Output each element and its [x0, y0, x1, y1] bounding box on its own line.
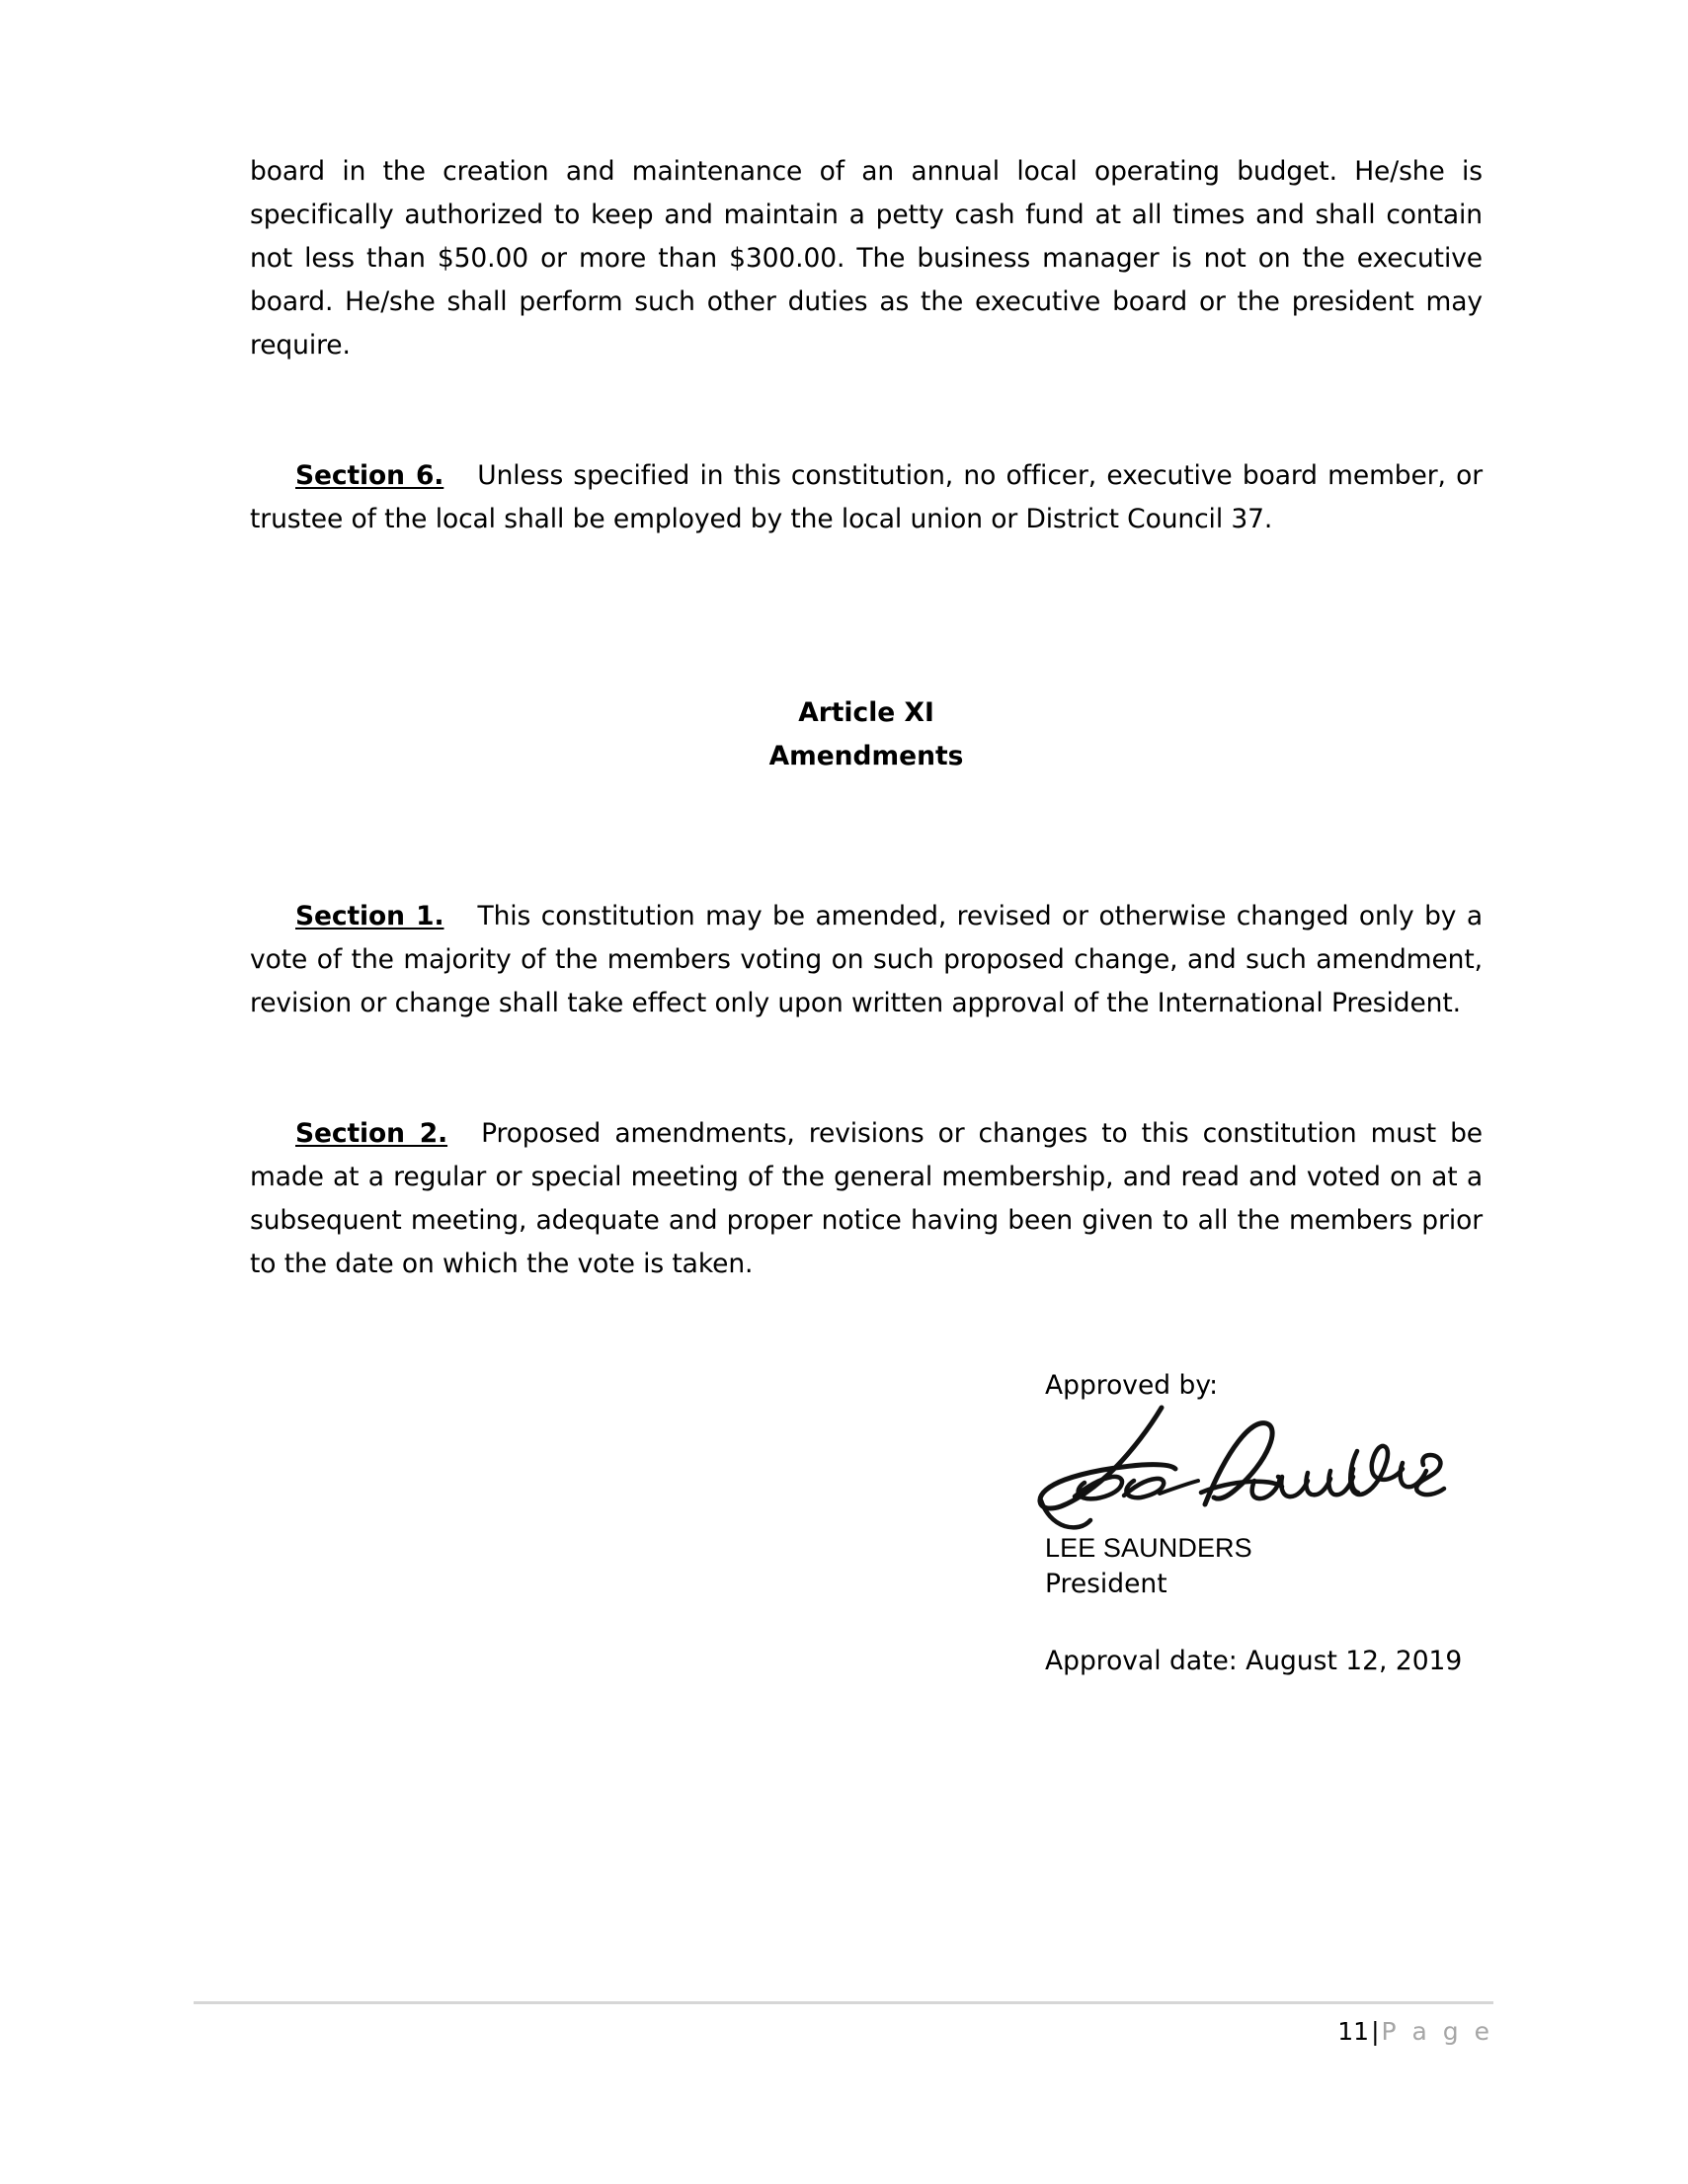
article-heading-line-1: Article XI: [798, 697, 934, 728]
page-content: [250, 150, 1483, 1286]
heading-spacer: [250, 541, 1483, 691]
approved-by-label: Approved by:: [1045, 1370, 1219, 1401]
section-2-spacer: [250, 1025, 1483, 1112]
approval-date: Approval date: August 12, 2019: [1045, 1646, 1463, 1676]
paragraph-section-2: [250, 1112, 1483, 1286]
footer-page-word: P a g e: [1381, 2017, 1493, 2046]
paragraph-spacer: [250, 367, 1483, 454]
section-1-text: This constitution may be amended, revised or otherwise changed only by a vote of the majority of the members voting on such proposed change, and such amendment, revision or change shall take effect only upon written approval of the International President.: [250, 901, 1484, 1018]
paragraph-section-1: [250, 895, 1483, 1025]
signatory-title: President: [1045, 1569, 1167, 1599]
footer-page-number: 11: [1337, 2017, 1370, 2046]
article-heading: [250, 691, 1483, 778]
signature-image: [1035, 1402, 1460, 1532]
footer-divider: [194, 2001, 1493, 2004]
signature-block: [1045, 1368, 1499, 1681]
section-6-text: Unless specified in this constitution, no officer, executive board member, or trustee of the local shall be employed by the local union or District Council 37.: [250, 460, 1484, 534]
page-footer: [194, 2001, 1493, 2048]
section-6-label: Section 6.: [295, 460, 444, 491]
footer-page-label: [194, 2016, 1493, 2048]
signatory-name: LEE SAUNDERS: [1045, 1533, 1252, 1563]
footer-separator: |: [1371, 2017, 1380, 2046]
paragraph-section-6: [250, 454, 1483, 541]
article-heading-line-2: Amendments: [768, 741, 964, 771]
section-1-label: Section 1.: [295, 901, 444, 931]
section-2-text: Proposed amendments, revisions or changes to this constitution must be made at a regular or special meeting of the general membership, and read and voted on at a subsequent meeting, adequate and proper notice having been given to all the members prior to the date on which the vote is taken.: [250, 1118, 1484, 1279]
section-1-spacer: [250, 778, 1483, 895]
section-2-label: Section 2.: [295, 1118, 448, 1149]
paragraph-business-manager: board in the creation and maintenance of an annual local operating budget. He/she is specifically authorized to keep and maintain a petty cash fund at all times and shall contain not less than $50.00 or more than $300.00. The business manager is not on the executive board. He/she shall perform such other duties as the executive board or the president may require.: [250, 156, 1483, 361]
